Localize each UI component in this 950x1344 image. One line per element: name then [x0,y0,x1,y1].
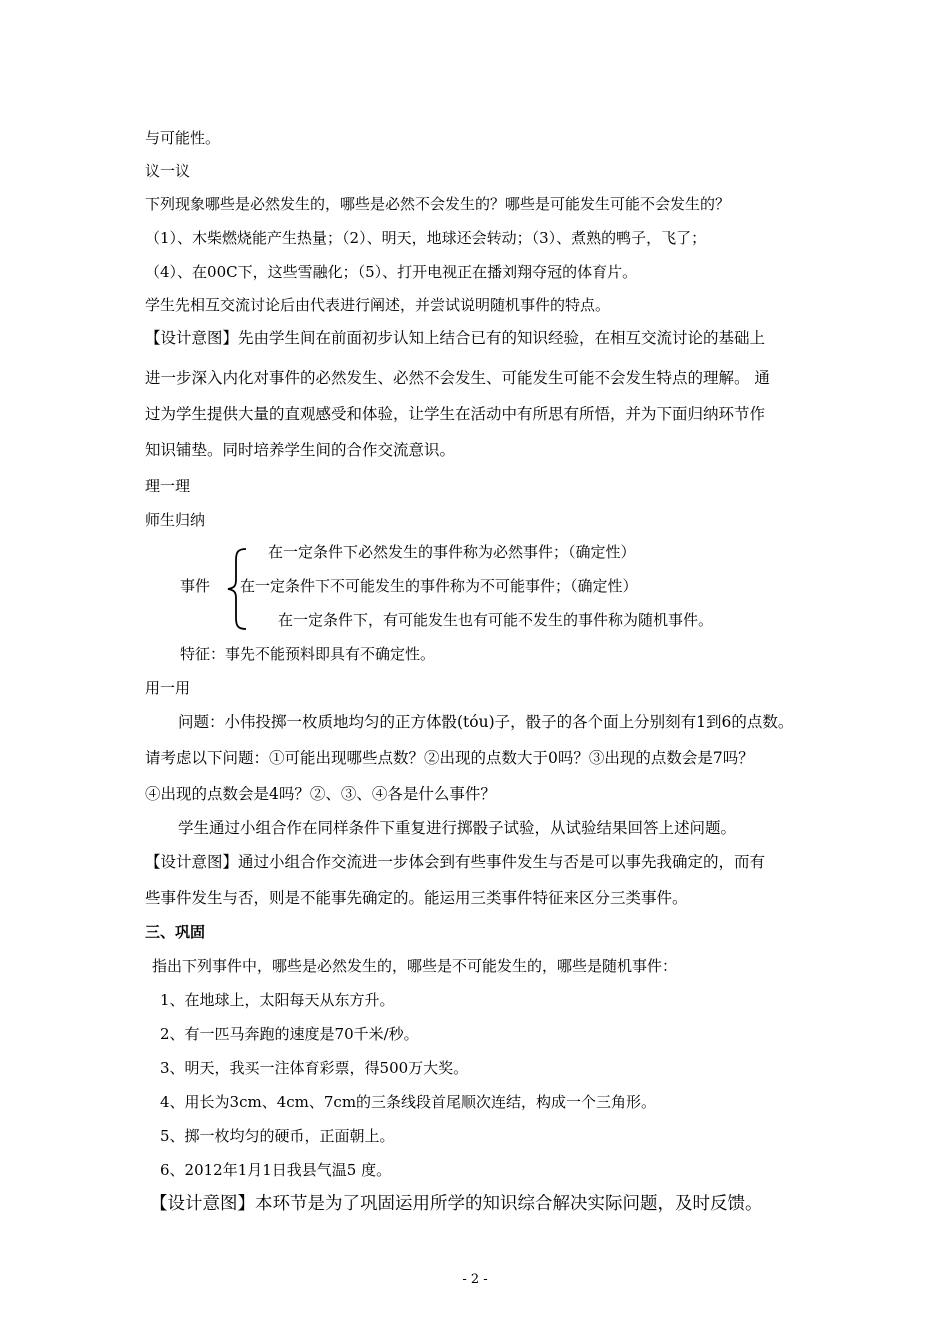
text-line: 进一步深入内化对事件的必然发生、必然不会发生、可能发生可能不会发生特点的理解。 通 [145,369,770,387]
list-item: 2、有一匹马奔跑的速度是70千米/秒。 [160,1025,419,1043]
problem-line: 问题：小伟投掷一枚质地均匀的正方体骰(tóu)子，骰子的各个面上分别刻有1到6的点数。 [178,713,794,731]
section-heading: 议一议 [145,162,191,180]
design-intent-line: 【设计意图】本环节是为了巩固运用所学的知识综合解决实际问题，及时反馈。 [150,1194,763,1214]
design-intent-line: 【设计意图】先由学生间在前面初步认知上结合已有的知识经验，在相互交流讨论的基础上 [145,329,766,347]
text-line: 些事件发生与否，则是不能事先确定的。能运用三类事件特征来区分三类事件。 [145,889,688,907]
text-line: 过为学生提供大量的直观感受和体验，让学生在活动中有所思有所悟，并为下面归纳环节作 [145,405,766,423]
text-line: 与可能性。 [145,129,221,147]
text-line: 学生先相互交流讨论后由代表进行阐述，并尝试说明随机事件的特点。 [145,296,611,314]
section-heading: 理一理 [145,477,191,495]
text-line: 学生通过小组合作在同样条件下重复进行掷骰子试验，从试验结果回答上述问题。 [178,819,737,837]
list-item: 6、2012年1月1日我县气温5 度。 [160,1161,392,1179]
page-number: - 2 - [462,1272,488,1287]
definition-certain: 在一定条件下必然发生的事件称为必然事件；（确定性） [268,543,636,561]
section-heading: 师生归纳 [145,511,206,529]
definition-random: 在一定条件下，有可能发生也有可能不发生的事件称为随机事件。 [278,611,714,629]
event-label: 事件 [180,577,211,595]
section-heading: 三、巩固 [145,923,206,941]
section-heading: 用一用 [145,679,191,697]
text-line: （1）、木柴燃烧能产生热量；（2）、明天，地球还会转动；（3）、煮熟的鸭子，飞了； [145,229,707,247]
text-line: 特征：事先不能预料即具有不确定性。 [180,645,436,663]
text-line: 下列现象哪些是必然发生的，哪些是必然不会发生的？哪些是可能发生可能不会发生的？ [145,195,731,213]
text-line: 指出下列事件中，哪些是必然发生的，哪些是不可能发生的，哪些是随机事件： [152,957,678,975]
list-item: 3、明天，我买一注体育彩票，得500万大奖。 [160,1059,469,1077]
definition-impossible: 在一定条件下不可能发生的事件称为不可能事件；（确定性） [240,577,638,595]
text-line: 知识铺垫。同时培养学生间的合作交流意识。 [145,441,456,459]
design-intent-line: 【设计意图】通过小组合作交流进一步体会到有些事件发生与否是可以事先我确定的，而有 [145,853,766,871]
list-item: 5、掷一枚均匀的硬币，正面朝上。 [160,1127,395,1145]
text-line: （4）、在00C下，这些雪融化；（5）、打开电视正在播刘翔夺冠的体育片。 [145,263,638,281]
list-item: 4、用长为3cm、4cm、7cm的三条线段首尾顺次连结，构成一个三角形。 [160,1093,657,1111]
text-line: ④出现的点数会是4吗？②、③、④各是什么事件？ [145,785,496,803]
text-line: 请考虑以下问题：①可能出现哪些点数？②出现的点数大于0吗？③出现的点数会是7吗？ [145,749,754,767]
list-item: 1、在地球上，太阳每天从东方升。 [160,991,395,1009]
